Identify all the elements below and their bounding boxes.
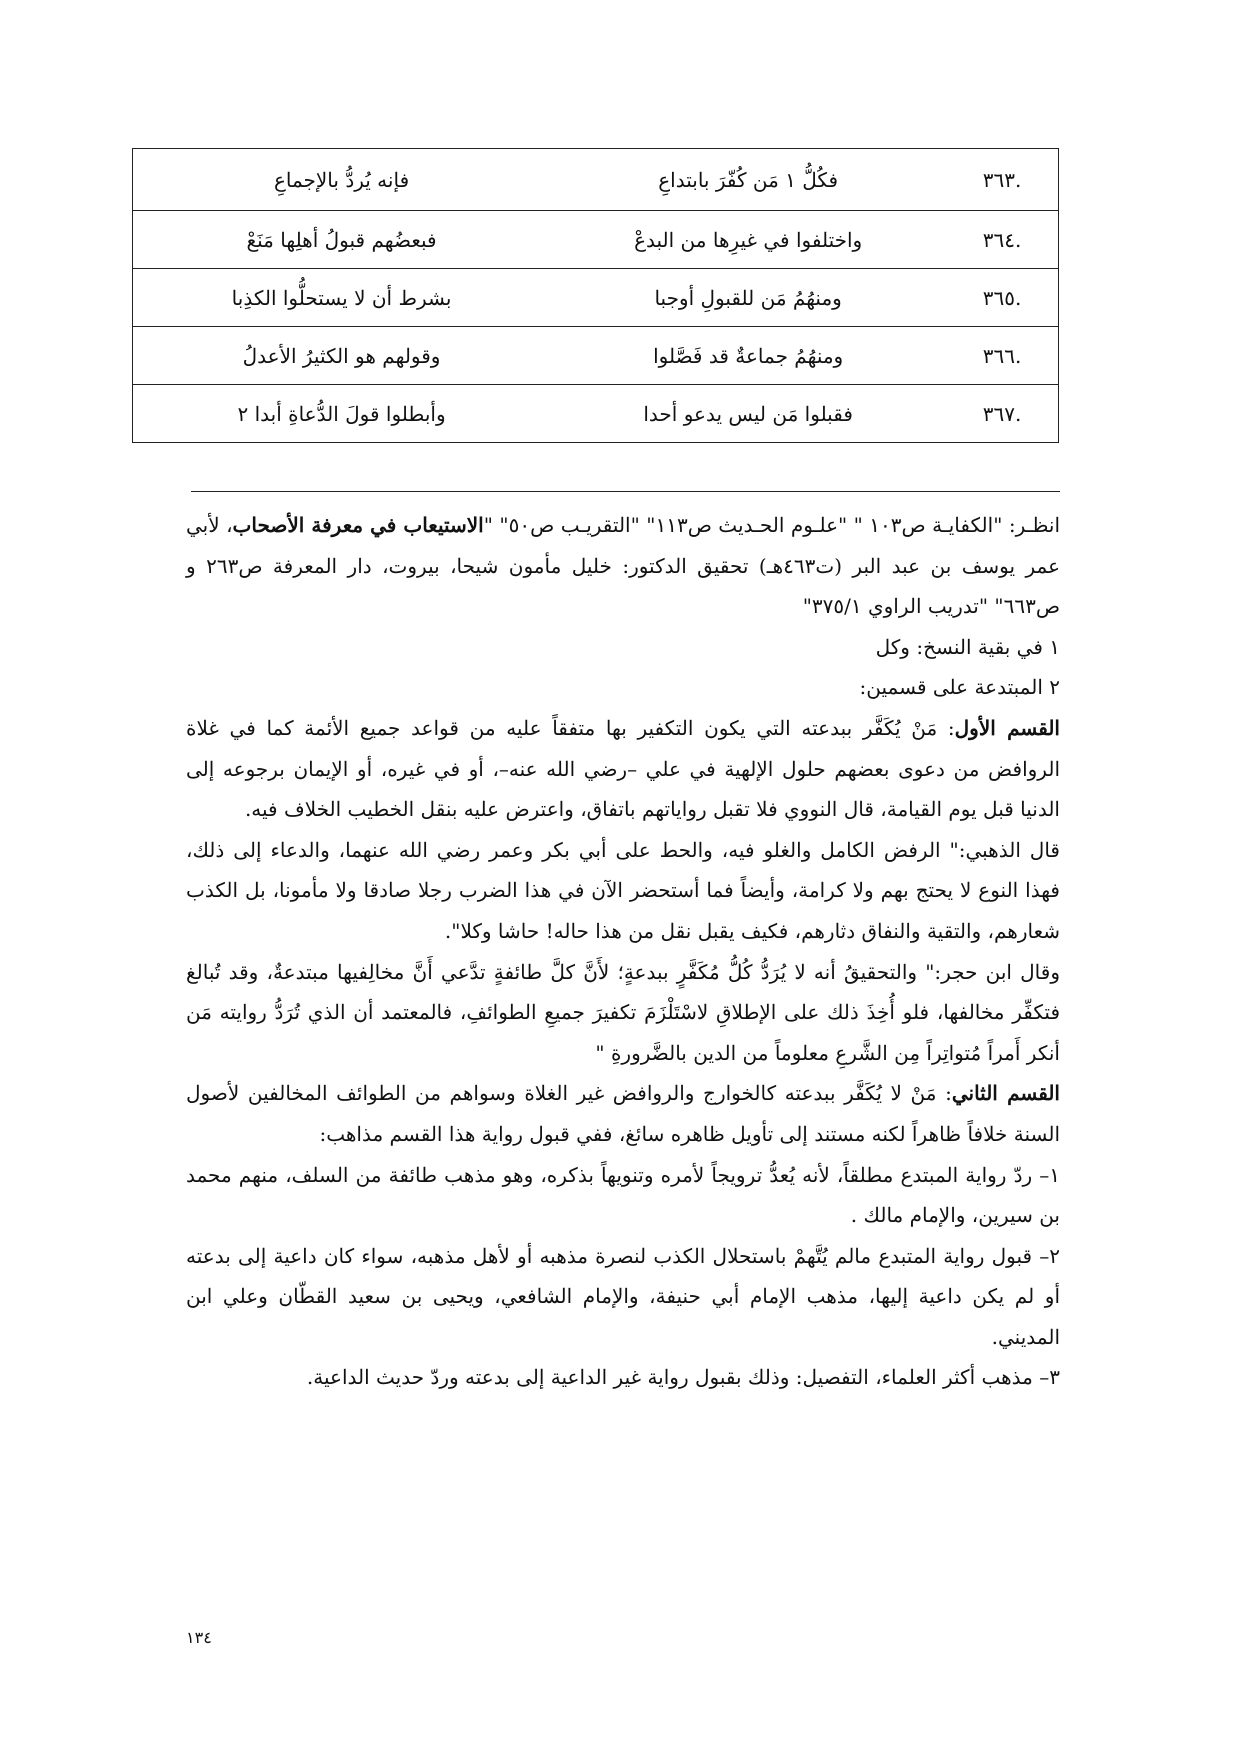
reference-note xyxy=(186,505,1060,627)
footnotes xyxy=(186,505,1060,1398)
verse-row xyxy=(133,211,1059,269)
reference-text-cont: ، لأبي عمر يوسف بن عبد البر (ت٤٦٣هـ) تحقيق الدكتور: خليل مأمون شيحا، بيروت، دار المعرفة ص٢٦٣ و ص٦٦٣" "تدريب الراوي ٣٧٥/١" xyxy=(186,513,1061,619)
verse-first-hemistich: واختلفوا في غيرِها من البدعْ xyxy=(550,211,946,269)
footnote-separator xyxy=(191,491,1060,492)
verse-table xyxy=(132,148,1059,443)
footnote-1: ١ في بقية النسخ: وكل xyxy=(875,634,1060,659)
madhhab-1: ١– ردّ رواية المبتدع مطلقاً، لأنه يُعدُّ ترويجاً لأمره وتنويهاً بذكره، وهو مذهب طائفة من السلف، منهم محمد بن سيرين، والإمام مالك . xyxy=(186,1162,1060,1228)
verse-first-hemistich: فكُلُّ ١ مَن كُفّرَ بابتداعِ xyxy=(550,149,946,211)
madhhab-2: ٢– قبول رواية المتبدع مالم يُتَّهمْ باستحلال الكذب لنصرة مذهبه أو لأهل مذهبه، سواء كان داعية إلى بدعته أو لم يكن داعية إليها، مذهب الإمام أبي حنيفة، والإمام الشافعي، ويحيى بن سعيد القطّان وعلي ابن المديني. xyxy=(186,1243,1060,1349)
section-two-text: : مَنْ لا يُكَفَّر ببدعته كالخوارج والروافض غير الغلاة وسواهم من الطوائف المخالفين لأصول السنة خلافاً ظاهراً لكنه مستند إلى تأويل ظاهره سائغ، ففي قبول رواية هذا القسم مذاهب: xyxy=(186,1081,1060,1146)
section-one-label: القسم الأول xyxy=(954,715,1060,740)
verse-number: .٣٦٣ xyxy=(946,149,1058,211)
verse-first-hemistich: فقبلوا مَن ليس يدعو أحدا xyxy=(550,385,946,443)
verse-number: .٣٦٧ xyxy=(946,385,1058,443)
verse-second-hemistich: بشرط أن لا يستحلُّوا الكذِبا xyxy=(133,269,551,327)
verse-number: .٣٦٦ xyxy=(946,327,1058,385)
section-two-label: القسم الثاني xyxy=(951,1081,1060,1106)
section-one xyxy=(186,708,1060,830)
reference-text: انظـر: "الكفايـة ص١٠٣ " "علـوم الحـديث ص١١٣" "التقريـب ص٥٠" " xyxy=(483,513,1061,537)
verse-second-hemistich: فإنه يُردُّ بالإجماعِ xyxy=(133,149,551,211)
verse-number: .٣٦٤ xyxy=(946,211,1058,269)
section-two xyxy=(186,1073,1060,1154)
quote-dhahabi: قال الذهبي:" الرفض الكامل والغلو فيه، والحط على أبي بكر وعمر رضي الله عنهما، والدعاء إلى ذلك، فهذا النوع لا يحتج بهم ولا كرامة، وأيضاً فما أستحضر الآن في هذا الضرب رجلا صادقا ولا مأمونا، بل الكذب شعارهم، والتقية والنفاق دثارهم، فكيف يقبل نقل من هذا حاله! حاشا وكلا". xyxy=(186,837,1060,943)
quote-ibn-hajar: وقال ابن حجر:" والتحقيقُ أنه لا يُرَدُّ كُلُّ مُكَفَّرٍ ببدعةٍ؛ لأَنَّ كلَّ طائفةٍ تدَّعي أَنَّ مخالِفيها مبتدعةٌ، وقد تُبالغ فتكفِّر مخالفها، فلو أُخِذَ ذلك على الإطلاقِ لاسْتَلْزَمَ تكفيرَ جميعِ الطوائفِ، فالمعتمد أن الذي تُرَدُّ روايته مَن أنكر أَمراً مُتواتِراً مِن الشَّرعِ معلوماً من الدين بالضَّرورةِ " xyxy=(186,959,1060,1065)
verse-row xyxy=(133,385,1059,443)
footnote-2: ٢ المبتدعة على قسمين: xyxy=(859,675,1060,700)
verse-first-hemistich: ومنهُمُ جماعةٌ قد فَصَّلوا xyxy=(550,327,946,385)
verse-row xyxy=(133,269,1059,327)
verse-second-hemistich: فبعضُهم قبولُ أهلِها مَنَعْ xyxy=(133,211,551,269)
verse-first-hemistich: ومنهُمُ مَن للقبولِ أوجبا xyxy=(550,269,946,327)
page-number: ١٣٤ xyxy=(186,1628,212,1647)
reference-book-title: الاستيعاب في معرفة الأصحاب xyxy=(232,513,484,537)
verse-second-hemistich: وأبطلوا قولَ الدُّعاةِ أبدا ٢ xyxy=(133,385,551,443)
verse-row xyxy=(133,149,1059,211)
madhhab-3: ٣– مذهب أكثر العلماء، التفصيل: وذلك بقبول رواية غير الداعية إلى بدعته وردّ حديث الداعية. xyxy=(306,1365,1060,1390)
verse-number: .٣٦٥ xyxy=(946,269,1058,327)
verse-row xyxy=(133,327,1059,385)
verse-second-hemistich: وقولهم هو الكثيرُ الأعدلُ xyxy=(133,327,551,385)
section-one-text: : مَنْ يُكَفَّر ببدعته التي يكون التكفير بها متفقاً عليه من قواعد جميع الأئمة كما في غلاة الروافض من دعوى بعضهم حلول الإلهية في علي –رضي الله عنه–، أو في غيره، أو الإيمان برجوعه إلى الدنيا قبل يوم القيامة، قال النووي فلا تقبل رواياتهم باتفاق، واعترض عليه بنقل الخطيب الخلاف فيه. xyxy=(186,715,1060,822)
